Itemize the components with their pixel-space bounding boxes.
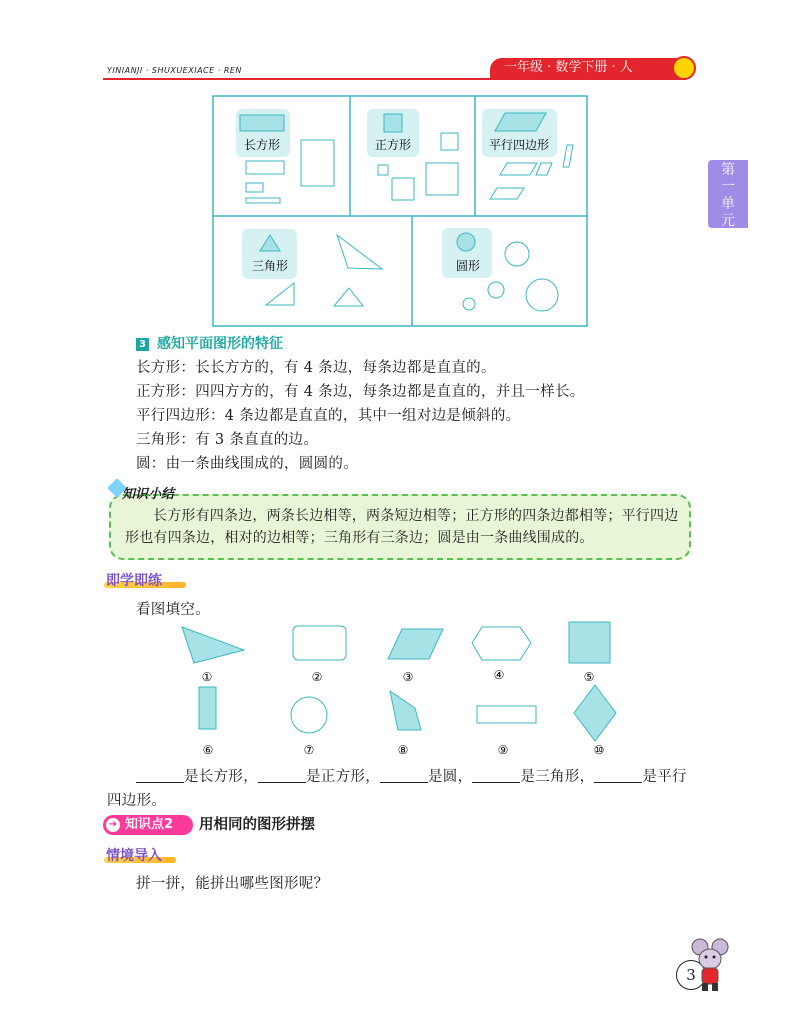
unit-side-tab-char: 第 <box>721 162 735 178</box>
shape-3-parallelogram <box>388 629 443 659</box>
shape-2-rectangle <box>293 626 346 660</box>
parallelogram-label: 平行四边形 <box>488 138 550 152</box>
shape-5-square <box>569 622 610 663</box>
answer-blank-triangle[interactable] <box>472 768 520 783</box>
unit-side-tab <box>708 160 748 228</box>
fill-text: 是平行 <box>642 769 687 785</box>
situation-text: 拼一拼，能拼出哪些图形呢？ <box>136 876 329 892</box>
feature-line: 三角形：有 3 条直直的边。 <box>136 432 319 448</box>
fill-text: 是长方形， <box>184 769 258 785</box>
shape-number-label: ⑦ <box>303 743 315 757</box>
summary-text: 长方形有四条边，两条长边相等，两条短边相等；正方形的四条边都相等；平行四边形也有四条边，相对的边相等；三角形有三条边；圆是由一条曲线围成的。 <box>125 508 679 546</box>
fill-in-line-1 <box>136 765 687 786</box>
situation-heading: 情境导入 <box>106 848 162 864</box>
fill-text: 是三角形， <box>520 769 595 785</box>
shape-10-rhombus <box>574 685 616 741</box>
practice-heading: 即学即练 <box>106 573 162 589</box>
rectangle-label: 长方形 <box>243 138 281 152</box>
header-series-text: YINIANJI · SHUXUEXIACE · REN <box>107 66 242 75</box>
shape-7-circle <box>291 697 327 733</box>
unit-side-tab-char: 元 <box>721 213 735 229</box>
feature-line: 圆：由一条曲线围成的，圆圆的。 <box>136 456 358 472</box>
circle-label: 圆形 <box>455 259 481 273</box>
knowledge-point-title: 用相同的图形拼摆 <box>199 817 315 833</box>
fill-text: 是圆， <box>428 769 473 785</box>
square-label: 正方形 <box>374 138 412 152</box>
section-3-title: 感知平面图形的特征 <box>157 336 283 352</box>
shape-4-hexagon <box>472 627 531 660</box>
section-3-heading <box>136 333 283 353</box>
shape-number-label: ⑧ <box>397 743 409 757</box>
shape-number-label: ⑥ <box>202 743 214 757</box>
header-book-tab: 一年级 · 数学下册 · 人 <box>490 58 685 78</box>
answer-blank-rectangle[interactable] <box>136 768 184 783</box>
square-shape <box>384 114 402 132</box>
answer-blank-square[interactable] <box>258 768 306 783</box>
fill-text: 是正方形， <box>306 769 380 785</box>
shape-classification-figure <box>212 95 588 327</box>
summary-title: 知识小结 <box>122 487 175 502</box>
circle-shape <box>457 233 475 251</box>
shape-number-label: ① <box>201 670 213 684</box>
feature-line: 长方形：长长方方的，有 4 条边，每条边都是直直的。 <box>136 360 496 376</box>
shape-8-quadrilateral <box>390 691 421 730</box>
triangle-label: 三角形 <box>251 259 289 273</box>
shape-9-rectangle <box>477 706 536 723</box>
shape-number-label: ② <box>311 670 323 684</box>
practice-shapes <box>170 615 630 760</box>
section-number-badge: 3 <box>136 338 149 351</box>
knowledge-point-badge: 知识点2 <box>103 815 193 835</box>
shape-number-label: ③ <box>402 670 414 684</box>
page-number: 3 <box>676 960 706 990</box>
shape-number-label: ④ <box>493 668 505 682</box>
unit-side-tab-char: 单 <box>721 196 735 212</box>
answer-blank-parallelogram[interactable] <box>594 768 642 783</box>
mouse-mascot-icon <box>690 935 730 995</box>
shape-1-triangle <box>182 627 244 663</box>
shape-number-label: ⑩ <box>593 743 605 757</box>
shape-6-rectangle <box>199 687 216 729</box>
practice-prompt: 看图填空。 <box>136 602 210 618</box>
header-rule <box>103 78 686 80</box>
answer-blank-circle[interactable] <box>380 768 428 783</box>
book-logo-icon <box>672 56 696 80</box>
unit-side-tab-char: 一 <box>721 179 735 195</box>
shape-number-label: ⑤ <box>583 670 595 684</box>
rectangle-shape <box>240 115 284 131</box>
feature-line: 正方形：四四方方的，有 4 条边，每条边都是直直的，并且一样长。 <box>136 384 585 400</box>
fill-in-line-2: 四边形。 <box>107 793 167 809</box>
feature-line: 平行四边形：4 条边都是直直的，其中一组对边是倾斜的。 <box>136 408 521 424</box>
arrow-circle-icon: ➔ <box>106 818 120 832</box>
shape-number-label: ⑨ <box>497 743 509 757</box>
